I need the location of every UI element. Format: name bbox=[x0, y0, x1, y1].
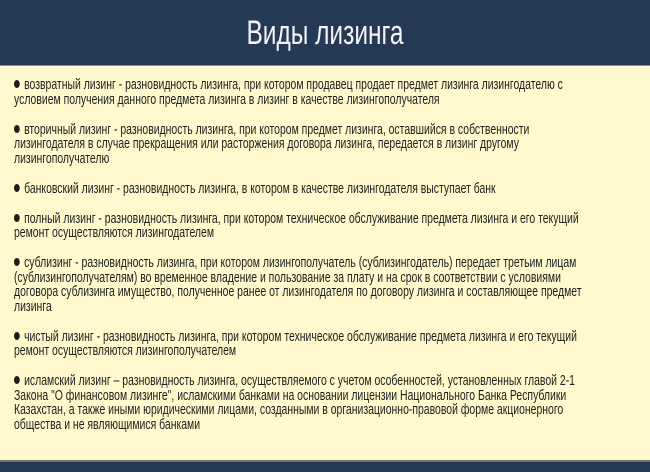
header-bar bbox=[0, 0, 650, 66]
item-text: возвратный лизинг - разновидность лизинга, при котором продавец продает предмет лизинга лизингодателю с bbox=[24, 77, 563, 93]
item-text: полный лизинг - разновидность лизинга, при котором техническое обслуживание предмета лизинга и его текущий bbox=[24, 210, 579, 227]
item-text: исламский лизинг – разновидность лизинга, осуществляемого с учетом особенностей, установленных главой 2-1 bbox=[24, 373, 575, 389]
page-title: Виды лизинга bbox=[246, 14, 404, 52]
item-text: банковский лизинг - разновидность лизинга, в котором в качестве лизингодателя выступает банк bbox=[24, 180, 496, 197]
leasing-types-list bbox=[14, 78, 604, 448]
item-text: лизингодателя в случае прекращения или расторжения договора лизинга, передается в лизинг другому bbox=[14, 136, 519, 152]
item-text: лизингополучателю bbox=[14, 150, 110, 167]
list-item-islamic-leasing bbox=[14, 374, 604, 432]
item-text: лизинга bbox=[14, 298, 52, 315]
list-item-full-leasing bbox=[14, 212, 604, 241]
item-text: условием получения данного предмета лизинга в лизинг в качестве лизингополучателя bbox=[14, 91, 440, 108]
list-item-secondary-leasing bbox=[14, 123, 604, 167]
bullet-icon bbox=[14, 258, 20, 266]
bullet-icon bbox=[14, 125, 20, 133]
bullet-icon bbox=[14, 80, 20, 88]
item-text: договора сублизинга имущество, полученное ранее от лизингодателя по договору лизинга и составляющее предмет bbox=[14, 284, 582, 300]
bullet-icon bbox=[14, 376, 20, 384]
item-text: вторичный лизинг - разновидность лизинга, при котором предмет лизинга, оставшийся в собственности bbox=[24, 121, 530, 138]
item-text: ремонт осуществляются лизингополучателем bbox=[14, 343, 237, 359]
list-item-subleasing bbox=[14, 256, 604, 314]
item-text: ремонт осуществляются лизингодателем bbox=[14, 225, 214, 241]
item-text: (сублизингополучателям) во временное владение и пользование за плату и на срок в соответствии с условиями bbox=[14, 269, 561, 286]
list-item-return-leasing bbox=[14, 78, 604, 107]
bullet-icon bbox=[14, 332, 20, 340]
item-text: общества и не являющимися банками bbox=[14, 416, 201, 433]
item-text: Казахстан, а также иными юридическими лицами, созданными в организационно-правовой форме акционерного bbox=[14, 402, 564, 418]
footer-bar bbox=[0, 460, 650, 472]
item-text: чистый лизинг - разновидность лизинга, при котором техническое обслуживание предмета лизинга и его текущий bbox=[24, 328, 577, 345]
list-item-net-leasing bbox=[14, 330, 604, 359]
bullet-icon bbox=[14, 214, 20, 222]
item-text: сублизинг - разновидность лизинга, при котором лизингополучатель (сублизингодатель) передает третьим лицам bbox=[24, 255, 577, 271]
list-item-bank-leasing bbox=[14, 182, 604, 197]
bullet-icon bbox=[14, 184, 20, 192]
item-text: Закона "О финансовом лизинге", исламскими банками на основании лицензии Национального Банка Республики bbox=[14, 387, 567, 404]
